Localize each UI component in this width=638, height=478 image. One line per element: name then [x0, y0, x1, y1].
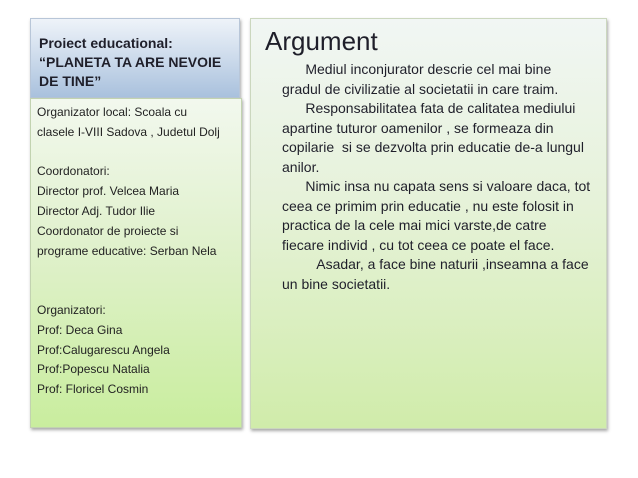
organizer-local-line: clasele I-VIII Sadova , Judetul Dolj — [37, 124, 220, 139]
coordinators-heading: Coordonatori: — [37, 164, 110, 179]
blank-line — [37, 281, 236, 301]
organizers-box — [30, 98, 242, 428]
coordinator-line: Director Adj. Tudor Ilie — [37, 203, 156, 218]
argument-title: Argument — [265, 26, 378, 56]
project-title-line: Proiect educational: — [39, 35, 173, 51]
argument-panel — [250, 18, 607, 429]
argument-line: anilor. — [282, 158, 320, 175]
argument-line: ceea ce primim prin educatie , nu este folosit in — [282, 197, 574, 214]
argument-line: Nimic insa nu capata sens si valoare daca, tot — [282, 178, 591, 194]
blank-line — [37, 261, 236, 281]
coordinator-line: Director prof. Velcea Maria — [37, 184, 180, 199]
project-title-box — [30, 18, 240, 98]
organizer-line: Prof:Popescu Natalia — [37, 362, 150, 377]
argument-line: Mediul inconjurator descrie cel mai bine — [282, 61, 552, 77]
argument-line: Asadar, a face bine naturii ,inseamna a face — [282, 256, 589, 272]
organizer-local-line: Organizator local: Scoala cu — [37, 105, 188, 119]
organizer-line: Prof: Deca Gina — [37, 322, 123, 337]
coordinator-line: Coordonator de proiecte si — [37, 223, 179, 238]
argument-text — [282, 60, 604, 294]
argument-line: un bine societatii. — [282, 275, 391, 292]
argument-line: fiecare individ , cu tot ceea ce poate el face. — [282, 236, 555, 253]
argument-line: practica de la cele mai mici varste,de catre — [282, 217, 547, 233]
argument-line: Responsabilitatea fata de calitatea mediului — [282, 100, 576, 116]
argument-line: gradul de civilizatie al societatii in care traim. — [282, 80, 559, 97]
coordinator-line: programe educative: Serban Nela — [37, 243, 217, 258]
argument-line: apartine tuturor oamenilor , se formeaza din — [282, 119, 554, 136]
argument-line: copilarie si se dezvolta prin educatie de-a lungul — [282, 139, 584, 155]
organizers-heading: Organizatori: — [37, 302, 106, 317]
organizer-line: Prof: Floricel Cosmin — [37, 382, 149, 397]
blank-line — [37, 143, 236, 163]
organizer-line: Prof:Calugarescu Angela — [37, 342, 170, 357]
project-title-line: “PLANETA TA ARE NEVOIE — [39, 54, 222, 70]
project-title-line: DE TINE” — [39, 73, 102, 89]
